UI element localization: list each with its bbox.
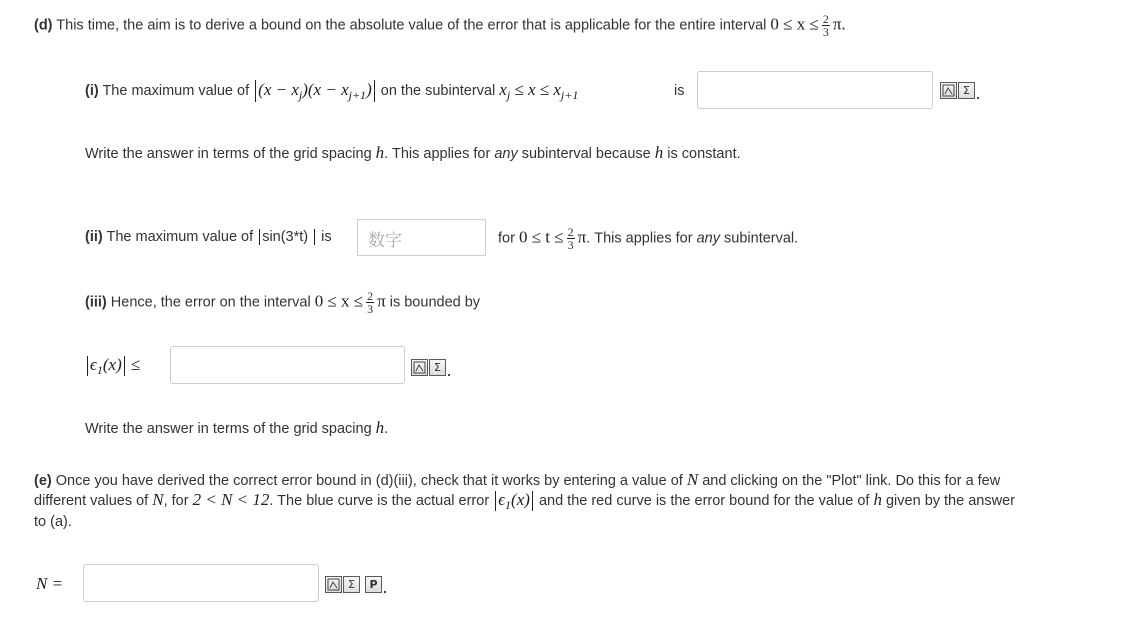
trailing-dot <box>977 97 979 99</box>
item-iii-note: Write the answer in terms of the grid spacing h. <box>85 418 389 437</box>
item-iii-question: (iii) Hence, the error on the interval 0 ≤ x ≤ $\frac{2}{3}$ π is bounded by <box>85 289 481 316</box>
item-ii-range: for 0 ≤ t ≤ $\frac{2}{3}$ π. This applies for any subinterval. <box>498 225 799 252</box>
item-i-subinterval: $x_j \le x \le x_{j+1}$ <box>499 80 579 102</box>
item-iii-answer-input[interactable] <box>170 346 405 384</box>
part-d-intro: This time, the aim is to derive a bound on the absolute value of the error that is applicable for the entire interval <box>52 17 771 34</box>
item-i-label: (i) <box>85 83 99 99</box>
part-e-line3: to (a). <box>34 514 72 530</box>
part-e-line2: different values of N, for 2 < N < 12. The blue curve is the actual error $\epsilon_1(x)$ and the red curve is the error bound for the value of h given by the answer <box>34 490 1015 512</box>
preview-icon[interactable] <box>325 576 342 593</box>
item-ii-question: (ii) The maximum value of sin(3*t) is <box>85 229 332 245</box>
n-label: N = <box>36 574 64 593</box>
trailing-dot <box>384 591 386 593</box>
preview-icon[interactable] <box>411 359 428 376</box>
item-i-note: Write the answer in terms of the grid spacing h. This applies for any subinterval because h is constant. <box>85 143 741 162</box>
n-input[interactable] <box>83 564 319 602</box>
abs-bar <box>314 229 315 245</box>
abs-bar-left <box>255 80 256 102</box>
item-i-is: is <box>674 83 685 99</box>
item-i-expression: $(x - x_j)(x - x_{j+1})$ <box>258 80 372 102</box>
part-d-heading <box>34 13 846 38</box>
part-d-label: (d) <box>34 17 53 34</box>
item-ii-function: sin(3*t) <box>262 229 309 245</box>
item-i-text: The maximum value of <box>98 83 254 99</box>
part-e-line1: (e) Once you have derived the correct error bound in (d)(iii), check that it works by entering a value of N and clicking on the "Plot" link. Do this for a few <box>34 470 1001 489</box>
abs-bar <box>259 229 260 245</box>
preview-icon[interactable] <box>940 82 957 99</box>
item-ii-answer-input[interactable] <box>357 219 486 256</box>
equation-editor-icon[interactable]: Σ <box>343 576 360 593</box>
equation-editor-icon[interactable]: Σ <box>958 82 975 99</box>
equation-editor-icon[interactable]: Σ <box>429 359 446 376</box>
item-iii-lhs: $\epsilon_1(x)$ ≤ <box>85 355 140 378</box>
item-i-question <box>85 80 578 103</box>
item-i-subinterval-text: on the subinterval <box>376 83 500 99</box>
part-d-pi: π. <box>832 14 846 34</box>
part-d-interval: 0 ≤ x ≤ <box>770 14 819 34</box>
part-d-fraction: $\frac{2}{3}$ <box>822 12 829 39</box>
plot-icon[interactable]: P <box>365 576 382 593</box>
abs-bar-right <box>374 80 375 102</box>
item-i-answer-input[interactable] <box>697 71 933 109</box>
item-ii-placeholder: 数字 <box>368 231 402 251</box>
trailing-dot <box>448 374 450 376</box>
